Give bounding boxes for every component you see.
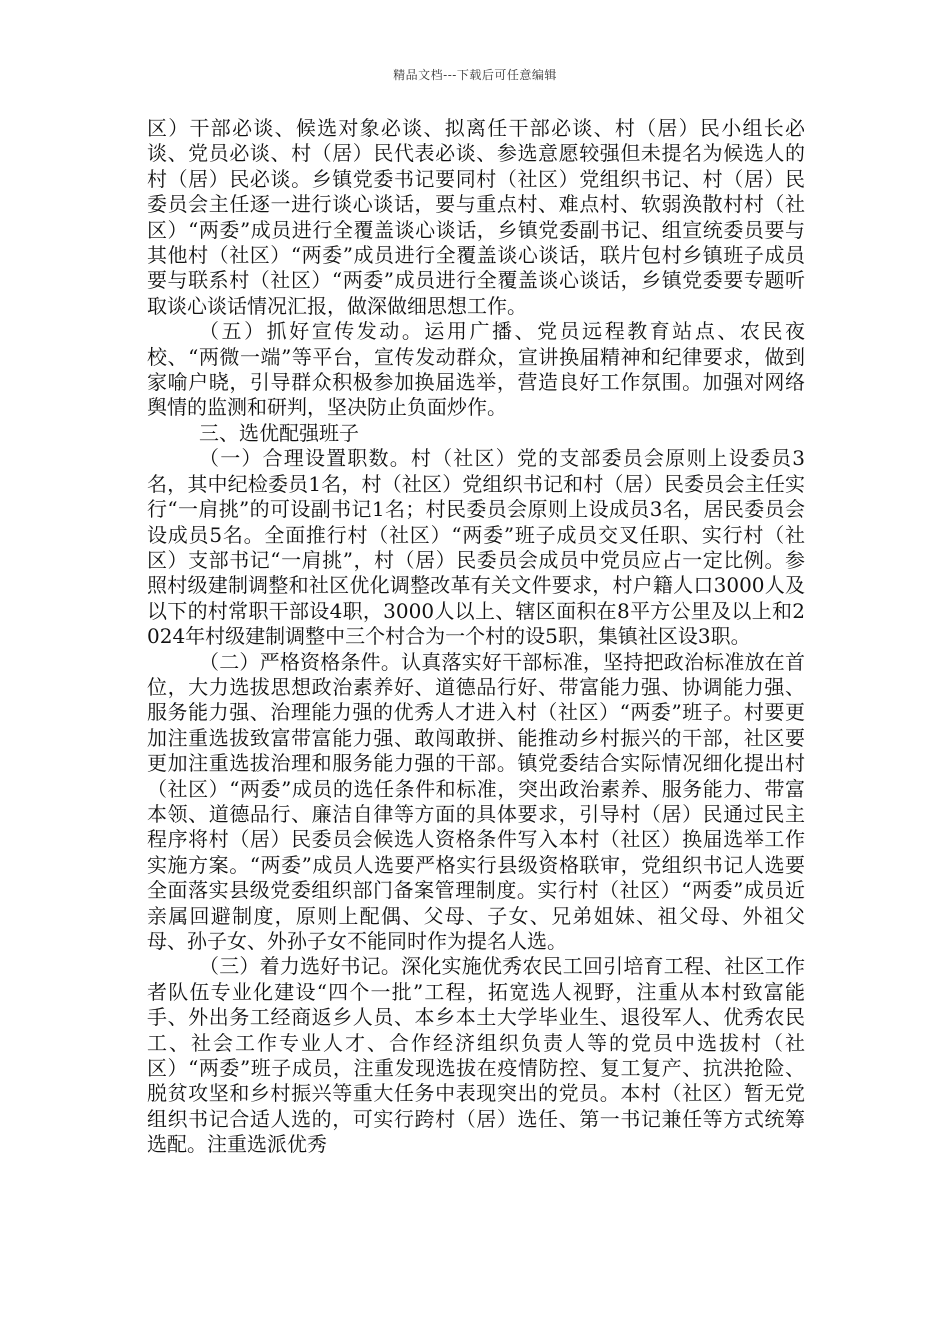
paragraph-continuation: 区）干部必谈、候选对象必谈、拟离任干部必谈、村（居）民小组长必谈、党员必谈、村（居）民代表必谈、参选意愿较强但未提名为候选人的村（居）民必谈。乡镇党委书记要同村（社区）党组织书记、村（居）民委员会主任逐一进行谈心谈话，要与重点村、难点村、软弱涣散村村（社区）“两委”成员进行全覆盖谈心谈话，乡镇党委副书记、组宣统委员要与其他村（社区）“两委”成员进行全覆盖谈心谈话，联片包村乡镇班子成员要与联系村（社区）“两委”成员进行全覆盖谈心谈话，乡镇党委要专题听取谈心谈话情况汇报，做深做细思想工作。 bbox=[147, 116, 805, 318]
paragraph-publicity: （五）抓好宣传发动。运用广播、党员远程教育站点、农民夜校、“两微一端”等平台，宣传发动群众，宣讲换届精神和纪律要求，做到家喻户晓，引导群众积极参加换届选举，营造良好工作氛围。加强对网络舆情的监测和研判，坚决防止负面炒作。 bbox=[147, 319, 805, 420]
paragraph-positions: （一）合理设置职数。村（社区）党的支部委员会原则上设委员3名，其中纪检委员1名，村（社区）党组织书记和村（居）民委员会主任实行“一肩挑”的可设副书记1名；村民委员会原则上设成员3名，居民委员会设成员5名。全面推行村（社区）“两委”班子成员交叉任职、实行村（社区）支部书记“一肩挑”，村（居）民委员会成员中党员应占一定比例。参照村级建制调整和社区优化调整改革有关文件要求，村户籍人口3000人及以下的村常职干部设4职，3000人以上、辖区面积在8平方公里及以上和2024年村级建制调整中三个村合为一个村的设5职，集镇社区设3职。 bbox=[147, 446, 805, 649]
section-heading: 三、选优配强班子 bbox=[199, 420, 359, 445]
page-header: 精品文档---下载后可任意编辑 bbox=[393, 68, 557, 82]
paragraph-secretary: （三）着力选好书记。深化实施优秀农民工回引培育工程、社区工作者队伍专业化建设“四个一批”工程，拓宽选人视野，注重从本村致富能手、外出务工经商返乡人员、本乡本土大学毕业生、退役军人、优秀农民工、社会工作专业人才、合作经济组织负责人等的党员中选拔村（社区）“两委”班子成员，注重发现选拔在疫情防控、复工复产、抗洪抢险、脱贫攻坚和乡村振兴等重大任务中表现突出的党员。本村（社区）暂无党组织书记合适人选的，可实行跨村（居）选任、第一书记兼任等方式统筹选配。注重选派优秀 bbox=[147, 954, 805, 1157]
document-body bbox=[147, 116, 805, 1158]
paragraph-qualifications: （二）严格资格条件。认真落实好干部标准，坚持把政治标准放在首位，大力选拔思想政治素养好、道德品行好、带富能力强、协调能力强、服务能力强、治理能力强的优秀人才进入村（社区）“两委”班子。村要更加注重选拔致富带富能力强、敢闯敢拼、能推动乡村振兴的干部，社区要更加注重选拔治理和服务能力强的干部。镇党委结合实际情况细化提出村（社区）“两委”成员的选任条件和标准，突出政治素养、服务能力、带富本领、道德品行、廉洁自律等方面的具体要求，引导村（居）民通过民主程序将村（居）民委员会候选人资格条件写入本村（社区）换届选举工作实施方案。“两委”成员人选要严格实行县级资格联审，党组织书记人选要全面落实县级党委组织部门备案管理制度。实行村（社区）“两委”成员近亲属回避制度，原则上配偶、父母、子女、兄弟姐妹、祖父母、外祖父母、孙子女、外孙子女不能同时作为提名人选。 bbox=[147, 649, 805, 953]
